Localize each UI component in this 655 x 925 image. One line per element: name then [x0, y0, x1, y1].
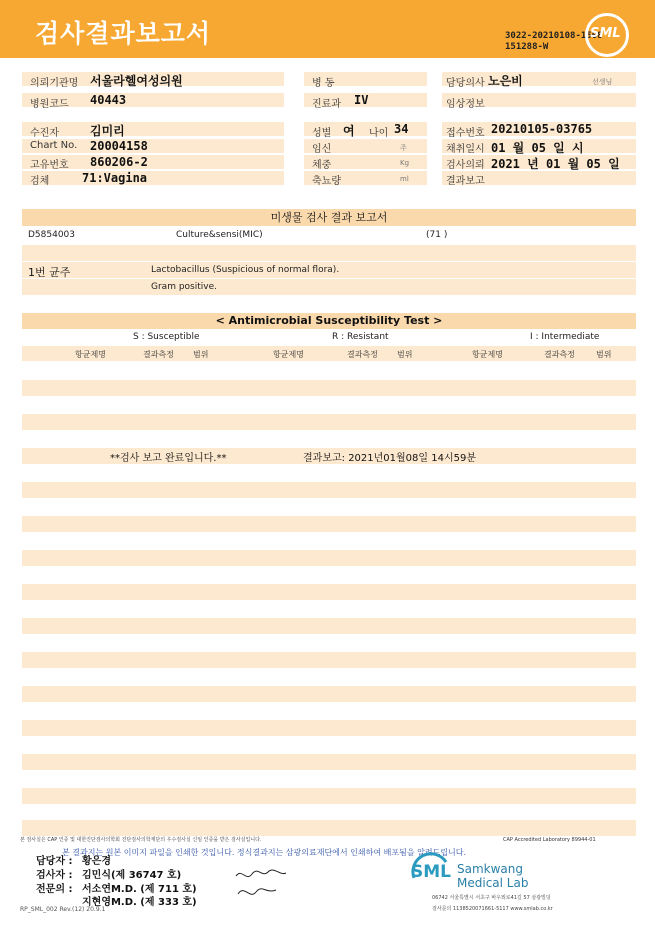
- specialist2-value: 지현영M.D. (제 333 호): [82, 897, 197, 908]
- info-band: [22, 171, 284, 185]
- empty-row-band: [22, 788, 636, 804]
- id-label: 고유번호: [30, 160, 69, 171]
- age-label: 나이: [369, 128, 389, 139]
- empty-row-band: [22, 652, 636, 668]
- empty-row-band: [22, 516, 636, 532]
- manager-value: 황은경: [82, 856, 111, 867]
- info-band: [22, 122, 284, 136]
- col-drug: 항균제명: [472, 350, 503, 359]
- chart-no-value: 20004158: [90, 139, 148, 153]
- empty-row-band: [22, 820, 636, 836]
- collect-value: 01 월 05 일 시: [491, 141, 584, 155]
- lab-name-line1: Samkwang: [457, 862, 523, 876]
- request-label: 검사의뢰: [446, 160, 485, 171]
- micro-section-title: 미생물 검사 결과 보고서: [22, 209, 636, 226]
- manager-label: 담당자 :: [36, 856, 73, 867]
- specimen-code: (71 ): [426, 230, 448, 240]
- legend-intermediate: I : Intermediate: [530, 332, 600, 342]
- empty-row-band: [22, 482, 636, 498]
- sex-value: 여: [343, 124, 355, 138]
- receipt-no-label: 접수번호: [446, 128, 485, 139]
- tester-value: 김민식(제 36747 호): [82, 870, 182, 881]
- specimen-label: 검체: [30, 176, 50, 187]
- ward-label: 병 동: [312, 78, 335, 89]
- patient-label: 수진자: [30, 128, 59, 139]
- age-value: 34: [394, 122, 409, 136]
- lab-address: 06742 서울특별시 서초구 바우뫼로41길 57 삼광빌딩: [432, 895, 551, 901]
- document-number-line1: 3022-20210108-1508: [505, 31, 603, 41]
- receipt-no-value: 20210105-03765: [491, 122, 593, 136]
- hospital-code-value: 40443: [90, 93, 127, 107]
- specialist-label: 전문의 :: [36, 884, 73, 895]
- specimen-value: 71:Vagina: [82, 171, 148, 185]
- certification-note: 본 검사실은 CAP 인증 및 대한진단검사의학회 진단검사의학재단의 우수검사실 신임 인증을 받은 검사실입니다.: [20, 837, 262, 843]
- col-range: 범위: [397, 350, 413, 359]
- test-name: Culture&sensi(MIC): [176, 230, 263, 240]
- lab-contact: 검사문의 1138520071661-5117 www.smlab.co.kr: [432, 906, 553, 912]
- col-drug: 항균제명: [273, 350, 304, 359]
- urine-label: 축뇨량: [312, 176, 341, 187]
- test-code: D5854003: [28, 230, 76, 240]
- ast-title: < Antimicrobial Susceptibility Test >: [22, 313, 636, 329]
- institution-value: 서울라헬여성의원: [90, 74, 183, 88]
- col-result: 결과측정: [347, 350, 378, 359]
- completion-message: **검사 보고 완료입니다.**: [110, 453, 227, 464]
- ast-row-band: [22, 380, 636, 396]
- gram-stain: Gram positive.: [151, 282, 217, 292]
- empty-row-band: [22, 550, 636, 566]
- specialist1-value: 서소연M.D. (제 711 호): [82, 884, 197, 895]
- accreditation-number: CAP Accredited Laboratory 89944-01: [503, 837, 596, 843]
- legend-resistant: R : Resistant: [332, 332, 389, 342]
- col-result: 결과측정: [143, 350, 174, 359]
- legend-susceptible: S : Susceptible: [133, 332, 200, 342]
- col-drug: 항균제명: [75, 350, 106, 359]
- doctor-value: 노은비: [488, 74, 523, 88]
- doctor-label: 담당의사: [446, 78, 485, 89]
- lab-logo-text: SML: [411, 862, 451, 882]
- collect-label: 채취일시: [446, 144, 485, 155]
- ast-row-band: [22, 414, 636, 430]
- dept-value: IV: [354, 93, 369, 107]
- empty-row-band: [22, 754, 636, 770]
- pregnancy-unit: 주: [400, 144, 407, 152]
- clinical-info-label: 임상정보: [446, 99, 485, 110]
- tester-label: 검사자 :: [36, 870, 73, 881]
- id-value: 860206-2: [90, 155, 148, 169]
- lab-name-line2: Medical Lab: [457, 876, 529, 890]
- document-number-line2: 151288-W: [505, 42, 549, 52]
- signatures-icon: [232, 864, 292, 902]
- chart-no-label: Chart No.: [30, 140, 78, 151]
- doctor-suffix: 선생님: [592, 78, 613, 86]
- notice-text: 본 결과지는 원본 이미지 파일을 인쇄한 것입니다. 정식결과지는 삼광의료재단에서 인쇄하여 배포됨을 알려드립니다.: [62, 848, 466, 857]
- form-code: RP_SML_002 Rev.(12) 20.9.1: [20, 906, 106, 913]
- organism-name: Lactobacillus (Suspicious of normal flora).: [151, 265, 340, 275]
- empty-row-band: [22, 618, 636, 634]
- dept-label: 진료과: [312, 99, 341, 110]
- patient-value: 김미리: [90, 124, 125, 138]
- result-row-band: [22, 245, 636, 261]
- empty-row-band: [22, 584, 636, 600]
- sex-label: 성별: [312, 128, 332, 139]
- pregnancy-label: 임신: [312, 144, 332, 155]
- result-row-band: [22, 279, 636, 295]
- request-value: 2021 년 01 월 05 일: [491, 157, 620, 171]
- report-label: 결과보고: [446, 176, 485, 187]
- colony-label: 1번 균주: [28, 266, 71, 279]
- weight-unit: Kg: [400, 159, 410, 167]
- hospital-code-label: 병원코드: [30, 99, 69, 110]
- col-range: 범위: [193, 350, 209, 359]
- empty-row-band: [22, 720, 636, 736]
- report-title: 검사결과보고서: [35, 19, 212, 48]
- weight-label: 체중: [312, 160, 332, 171]
- report-time: 결과보고: 2021년01월08일 14시59분: [303, 453, 477, 464]
- col-range: 범위: [596, 350, 612, 359]
- institution-label: 의뢰기관명: [30, 78, 79, 89]
- empty-row-band: [22, 686, 636, 702]
- sml-logo-mark: SML: [590, 26, 621, 41]
- urine-unit: ml: [400, 175, 409, 183]
- col-result: 결과측정: [544, 350, 575, 359]
